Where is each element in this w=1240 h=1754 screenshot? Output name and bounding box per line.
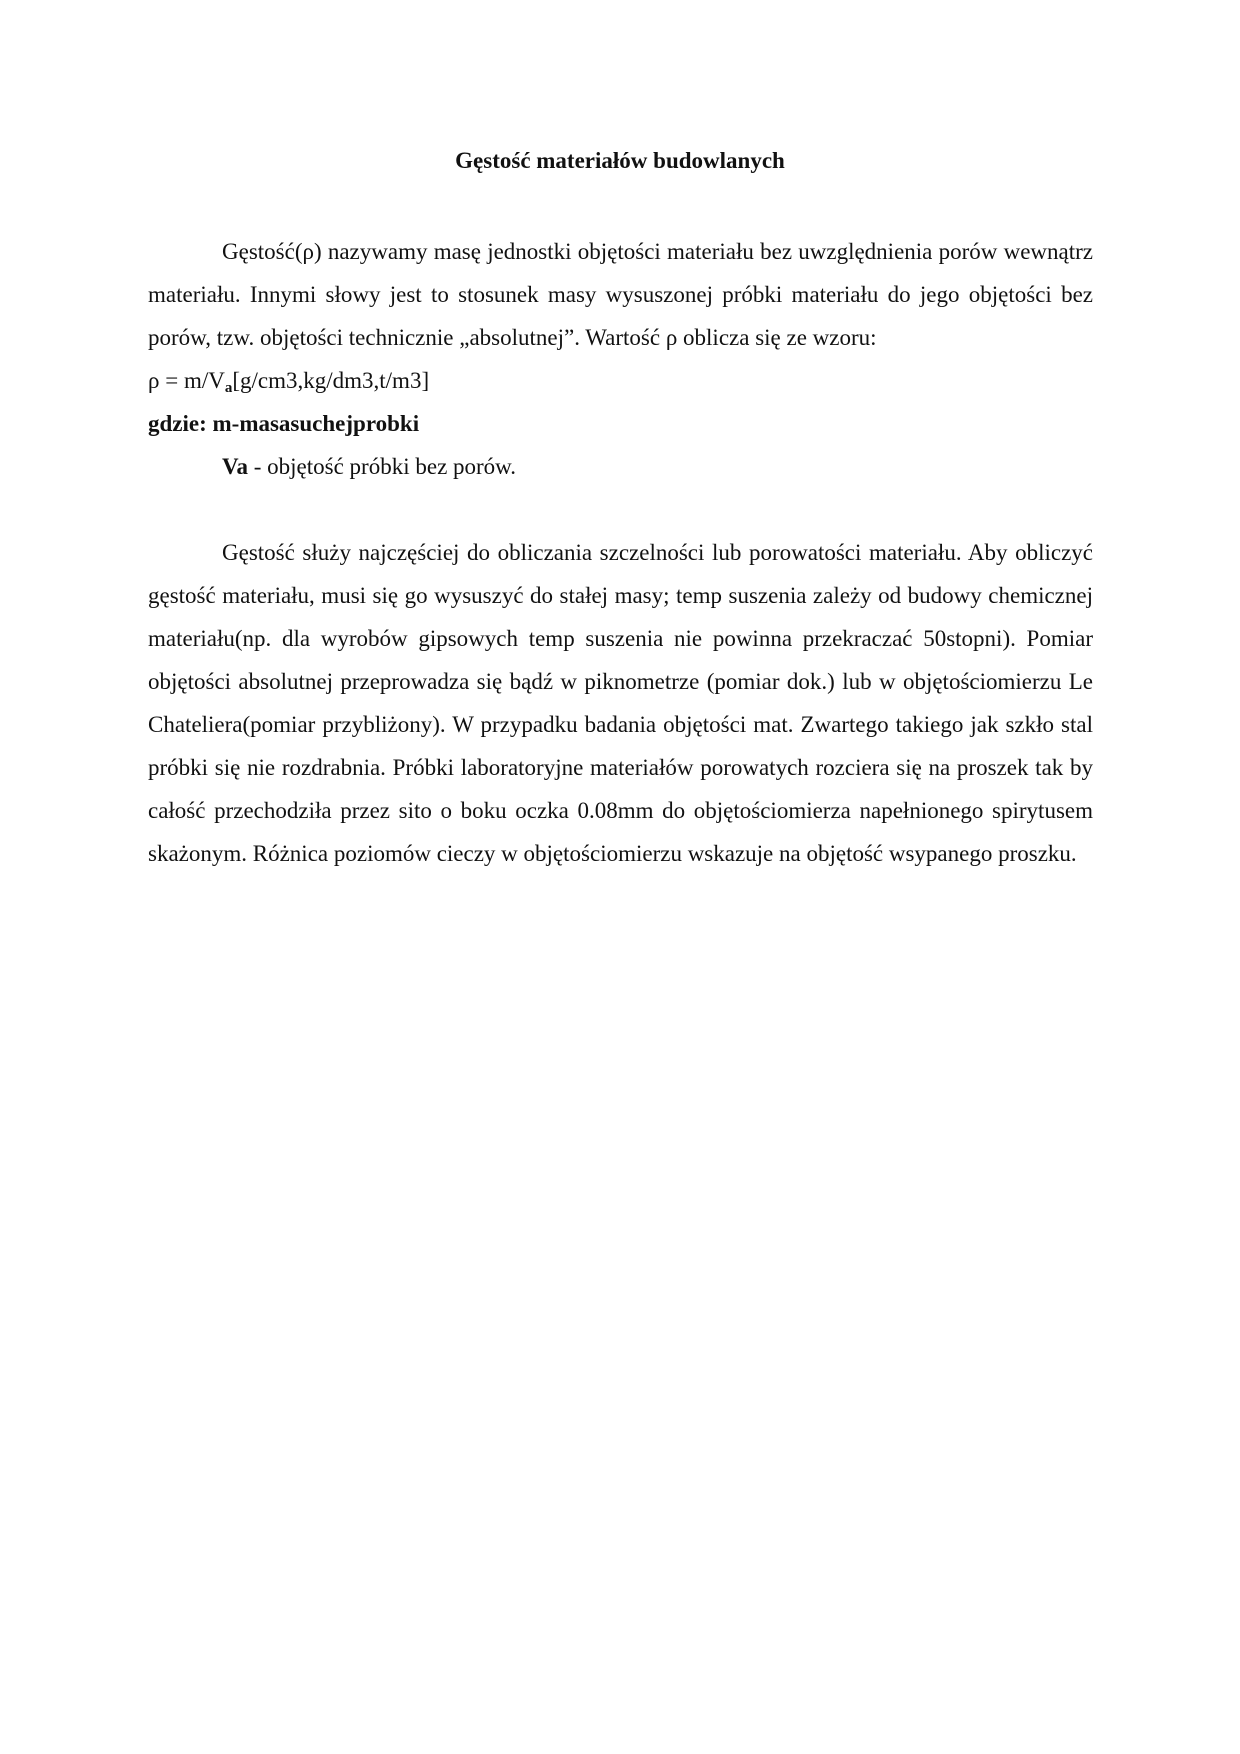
density-formula: [148, 359, 1093, 402]
second-paragraph: Gęstość służy najczęściej do obliczania szczelności lub porowatości materiału. Aby obliczyć gęstość materiału, musi się go wysuszyć do stałej masy; temp suszenia zależy od budowy chemicznej materiału(np. dla wyrobów gipsowych temp suszenia nie powinna przekraczać 50stopni). Pomiar objętości absolutnej przeprowadza się bądź w piknometrze (pomiar dok.) lub w objętościomierzu Le Chateliera(pomiar przybliżony). W przypadku badania objętości mat. Zwartego takiego jak szkło stal próbki się nie rozdrabnia. Próbki laboratoryjne materiałów porowatych rozciera się na proszek tak by całość przechodziła przez sito o boku oczka 0.08mm do objętościomierza napełnionego spirytusem skażonym. Różnica poziomów cieczy w objętościomierzu wskazuje na objętość wsypanego proszku.: [148, 540, 1093, 866]
document-body: [148, 230, 1093, 875]
va-definition-line: [148, 445, 1093, 488]
where-line: gdzie: m-masasuchejprobki: [148, 411, 420, 436]
va-definition: - objętość próbki bez porów.: [248, 454, 517, 479]
va-symbol: Va: [222, 454, 248, 479]
formula-subscript: a: [224, 380, 233, 396]
intro-paragraph: Gęstość(ρ) nazywamy masę jednostki objętości materiału bez uwzględnienia porów wewnątrz materiału. Innymi słowy jest to stosunek masy wysuszonej próbki materiału do jego objętości bez porów, tzw. objętości technicznie „absolutnej”. Wartość ρ oblicza się ze wzoru:: [148, 239, 1093, 350]
document-title: Gęstość materiałów budowlanych: [455, 148, 785, 173]
paragraph-gap: [148, 488, 1093, 531]
formula-units: [g/cm3,kg/dm3,t/m3]: [232, 368, 430, 393]
formula-lhs: ρ = m/V: [148, 368, 225, 393]
